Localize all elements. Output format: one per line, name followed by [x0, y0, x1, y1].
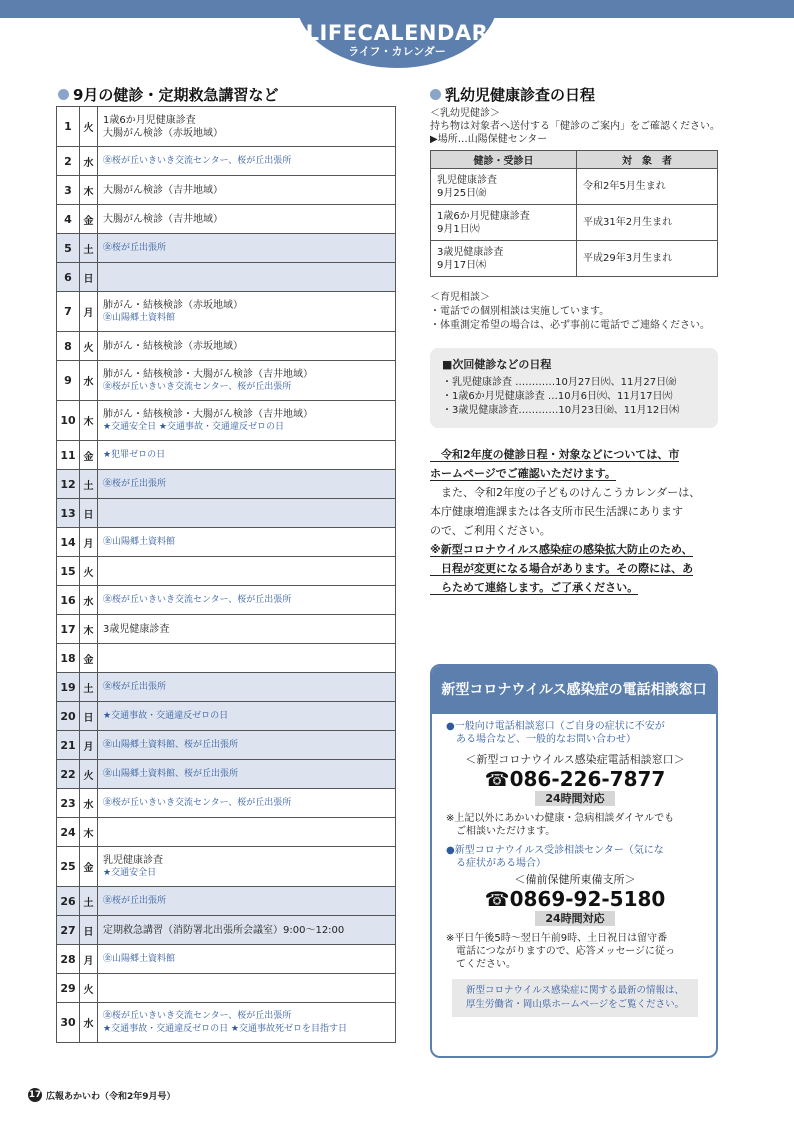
event-line: 大腸がん検診（吉井地域）: [103, 184, 223, 196]
event-line: 乳児健康診査: [103, 854, 163, 866]
day-events: [98, 234, 396, 263]
weekday: 火: [80, 332, 98, 361]
table-row: [57, 760, 396, 789]
day-number: 1: [57, 107, 80, 147]
next-schedule-title: ■次回健診などの日程: [442, 358, 552, 371]
weekday: 日: [80, 499, 98, 528]
weekday: 木: [80, 818, 98, 847]
table-row: [57, 332, 396, 361]
weekday: 水: [80, 361, 98, 401]
weekday: 金: [80, 441, 98, 470]
weekday: 月: [80, 292, 98, 332]
table-row: [57, 557, 396, 586]
kenshin-table: [430, 150, 718, 277]
table-row: [57, 974, 396, 1003]
day-events: [98, 974, 396, 1003]
day-events: [98, 441, 396, 470]
weekday: 火: [80, 107, 98, 147]
day-number: 22: [57, 760, 80, 789]
event-note: ㊎桜が丘出張所: [103, 681, 167, 692]
day-events: [98, 789, 396, 818]
table-row: [57, 401, 396, 441]
hours-badge: 24時間対応: [535, 911, 615, 926]
table-row: [57, 147, 396, 176]
kenshin-place: ▶場所…山陽保健センター: [430, 134, 548, 145]
life-calendar-logo: [296, 0, 498, 68]
day-number: 25: [57, 847, 80, 887]
day-number: 11: [57, 441, 80, 470]
day-number: 18: [57, 644, 80, 673]
event-note: ㊎桜が丘いきいき交流センター、桜が丘出張所: [103, 1010, 292, 1021]
day-events: [98, 847, 396, 887]
day-number: 3: [57, 176, 80, 205]
day-events: [98, 361, 396, 401]
table-row: [57, 916, 396, 945]
day-events: [98, 176, 396, 205]
weekday: 月: [80, 945, 98, 974]
table-row: [57, 887, 396, 916]
day-number: 14: [57, 528, 80, 557]
day-events: [98, 916, 396, 945]
day-number: 28: [57, 945, 80, 974]
day-events: [98, 332, 396, 361]
day-number: 5: [57, 234, 80, 263]
page-number: 17: [28, 1090, 42, 1100]
day-events: [98, 731, 396, 760]
event-line: 大腸がん検診（吉井地域）: [103, 213, 223, 225]
day-number: 10: [57, 401, 80, 441]
weekday: 日: [80, 702, 98, 731]
weekday: 金: [80, 847, 98, 887]
day-number: 23: [57, 789, 80, 818]
weekday: 木: [80, 615, 98, 644]
table-row: [57, 1003, 396, 1043]
latest-info-note: 新型コロナウイルス感染症に関する最新の情報は、 厚生労働省・岡山県ホームページをご覧ください。: [452, 979, 698, 1017]
table-row: [57, 818, 396, 847]
day-events: [98, 702, 396, 731]
day-number: 20: [57, 702, 80, 731]
day-number: 15: [57, 557, 80, 586]
table-row: 3歳児健康診査 9月17日㈭ 平成29年3月生まれ: [431, 241, 718, 277]
day-number: 30: [57, 1003, 80, 1043]
day-events: [98, 615, 396, 644]
event-note: ★犯罪ゼロの日: [103, 449, 166, 460]
day-events: [98, 292, 396, 332]
kenshin-sub: ＜乳幼児健診＞: [430, 108, 500, 119]
weekday: 金: [80, 205, 98, 234]
day-events: [98, 673, 396, 702]
ikuji-item: ・体重測定希望の場合は、必ず事前に電話でご連絡ください。: [430, 320, 710, 331]
day-events: [98, 818, 396, 847]
event-line: 肺がん・結核検診・大腸がん検診（吉井地域）: [103, 368, 313, 380]
footer-text: 広報あかいわ（令和2年9月号）: [46, 1091, 176, 1102]
event-note: ★交通安全日: [103, 867, 157, 878]
weekday: 木: [80, 176, 98, 205]
event-note: ㊎桜が丘いきいき交流センター、桜が丘出張所: [103, 381, 292, 392]
table-row: [57, 673, 396, 702]
table-row: [57, 292, 396, 332]
day-events: [98, 1003, 396, 1043]
day-events: [98, 557, 396, 586]
event-note: ㊎山陽郷土資料館: [103, 953, 176, 964]
list-item: ・3歳児健康診査…………10月23日㈮、11月12日㈭: [442, 405, 680, 416]
phone-number-1[interactable]: ☎086-226-7877: [484, 767, 666, 791]
table-row: [57, 731, 396, 760]
event-line: 肺がん・結核検診・大腸がん検診（吉井地域）: [103, 408, 313, 420]
event-note: ★交通事故・交通違反ゼロの日 ★交通事故死ゼロを目指す日: [103, 1023, 347, 1034]
ikuji-item: ・電話での個別相談は実施しています。: [430, 306, 610, 317]
day-number: 29: [57, 974, 80, 1003]
table-row: 1歳6か月児健康診査 9月1日㈫ 平成31年2月生まれ: [431, 205, 718, 241]
day-number: 4: [57, 205, 80, 234]
weekday: 月: [80, 731, 98, 760]
day-events: [98, 205, 396, 234]
weekday: 月: [80, 528, 98, 557]
right-section-title: 乳幼児健康診査の日程: [430, 84, 595, 105]
table-row: 乳児健康診査 9月25日㈮ 令和2年5月生まれ: [431, 169, 718, 205]
weekday: 水: [80, 147, 98, 176]
day-number: 21: [57, 731, 80, 760]
day-number: 8: [57, 332, 80, 361]
day-number: 16: [57, 586, 80, 615]
list-item: ・乳児健康診査 …………10月27日㈫、11月27日㈮: [442, 377, 677, 388]
weekday: 火: [80, 974, 98, 1003]
table-row: [57, 945, 396, 974]
day-events: [98, 147, 396, 176]
covid-title: 新型コロナウイルス感染症の電話相談窓口: [432, 666, 716, 714]
table-row: [57, 470, 396, 499]
table-row: [57, 234, 396, 263]
day-events: [98, 945, 396, 974]
event-note: ㊎桜が丘出張所: [103, 242, 167, 253]
day-number: 7: [57, 292, 80, 332]
table-row: [57, 528, 396, 557]
info-paragraphs: 令和2年度の健診日程・対象などについては、市 ホームページでご確認いただけます。 また、令和2年度の子どものけんこうカレンダーは、 本庁健康増進課または各支所市民生活課にあります ので、ご利用ください。 ※新型コロナウイルス感染症の感染拡大防止のため、 日程が変更になる場合があります。その際には、あ らためて連絡します。ご了承ください。: [430, 448, 701, 594]
table-row: [57, 176, 396, 205]
ikuji-title: ＜育児相談＞: [430, 292, 490, 303]
weekday: 火: [80, 557, 98, 586]
day-events: [98, 528, 396, 557]
event-line: 大腸がん検診（赤坂地域）: [103, 127, 223, 139]
table-row: [57, 789, 396, 818]
day-number: 13: [57, 499, 80, 528]
weekday: 土: [80, 234, 98, 263]
list-item: ・1歳6か月児健康診査 …10月6日㈫、11月17日㈫: [442, 391, 673, 402]
weekday: 土: [80, 470, 98, 499]
event-note: ㊎山陽郷土資料館: [103, 536, 176, 547]
event-line: 定期救急講習（消防署北出張所会議室）9:00～12:00: [103, 924, 345, 936]
weekday: 水: [80, 586, 98, 615]
kenshin-note: 持ち物は対象者へ送付する「健診のご案内」をご確認ください。: [430, 121, 720, 132]
table-row: [57, 107, 396, 147]
table-row: [57, 644, 396, 673]
event-line: 3歳児健康診査: [103, 623, 170, 635]
day-number: 2: [57, 147, 80, 176]
event-note: ㊎桜が丘いきいき交流センター、桜が丘出張所: [103, 797, 292, 808]
day-number: 12: [57, 470, 80, 499]
event-note: ㊎桜が丘いきいき交流センター、桜が丘出張所: [103, 594, 292, 605]
day-events: [98, 401, 396, 441]
weekday: 火: [80, 760, 98, 789]
day-events: [98, 263, 396, 292]
weekday: 日: [80, 263, 98, 292]
day-number: 27: [57, 916, 80, 945]
weekday: 日: [80, 916, 98, 945]
event-note: ㊎山陽郷土資料館、桜が丘出張所: [103, 768, 239, 779]
hours-badge: 24時間対応: [535, 791, 615, 806]
table-row: [57, 499, 396, 528]
day-number: 24: [57, 818, 80, 847]
event-note: ㊎山陽郷土資料館: [103, 312, 176, 323]
table-row: [57, 441, 396, 470]
weekday: 木: [80, 401, 98, 441]
day-number: 9: [57, 361, 80, 401]
kenshin-header-date: 健診・受診日: [431, 151, 577, 169]
event-note: ★交通安全日 ★交通事故・交通違反ゼロの日: [103, 421, 284, 432]
logo-en: LIFECALENDAR: [305, 21, 489, 45]
event-line: 肺がん・結核検診（赤坂地域）: [103, 299, 243, 311]
weekday: 土: [80, 887, 98, 916]
day-number: 17: [57, 615, 80, 644]
weekday: 水: [80, 1003, 98, 1043]
day-events: [98, 499, 396, 528]
weekday: 水: [80, 789, 98, 818]
event-line: 1歳6か月児健康診査: [103, 114, 196, 126]
table-row: [57, 263, 396, 292]
event-note: ㊎桜が丘出張所: [103, 478, 167, 489]
table-row: [57, 847, 396, 887]
event-note: ㊎桜が丘いきいき交流センター、桜が丘出張所: [103, 155, 292, 166]
event-line: 肺がん・結核検診（赤坂地域）: [103, 340, 243, 352]
table-row: [57, 702, 396, 731]
bullet-dot-icon: [430, 89, 441, 100]
table-row: [57, 586, 396, 615]
day-number: 26: [57, 887, 80, 916]
weekday: 金: [80, 644, 98, 673]
kenshin-header-target: 対 象 者: [577, 151, 718, 169]
phone-number-2[interactable]: ☎0869-92-5180: [484, 887, 666, 911]
event-note: ★交通事故・交通違反ゼロの日: [103, 710, 229, 721]
event-note: ㊎桜が丘出張所: [103, 895, 167, 906]
footer: [28, 1088, 176, 1102]
event-note: ㊎山陽郷土資料館、桜が丘出張所: [103, 739, 239, 750]
day-events: [98, 586, 396, 615]
table-row: [57, 361, 396, 401]
bullet-dot-icon: [58, 89, 69, 100]
weekday: 土: [80, 673, 98, 702]
next-schedule-box: [430, 348, 718, 428]
left-section-title: 9月の健診・定期救急講習など: [58, 84, 278, 105]
day-events: [98, 760, 396, 789]
day-events: [98, 107, 396, 147]
table-row: [57, 205, 396, 234]
table-row: [57, 615, 396, 644]
day-events: [98, 470, 396, 499]
logo-ja: ライフ・カレンダー: [348, 45, 446, 58]
day-number: 19: [57, 673, 80, 702]
day-number: 6: [57, 263, 80, 292]
day-events: [98, 887, 396, 916]
calendar-table: [56, 106, 396, 1043]
day-events: [98, 644, 396, 673]
covid-consult-box: 新型コロナウイルス感染症の電話相談窓口 ●一般向け電話相談窓口（ご自身の症状に不安が ある場合など、一般的なお問い合わせ） ＜新型コロナウイルス感染症電話相談窓口＞ ☎086-226-7877 24時間対応 ※上記以外にあかいわ健康・急病相談ダイヤルでも ご相談いただけます。 ●新型コロナウイルス受診相談センター（気にな る症状がある場合） ＜備前保健所東備支所＞ ☎0869-92-5180 24時間対応 ※平日午後5時～翌日午前9時、土日祝日は留守番 電話につながりますので、応答メッセージに従っ てください。 新型コロナウイルス感染症に関する最新の情報は、 厚生労働省・岡山県ホームページをご覧ください。: [430, 664, 718, 1058]
